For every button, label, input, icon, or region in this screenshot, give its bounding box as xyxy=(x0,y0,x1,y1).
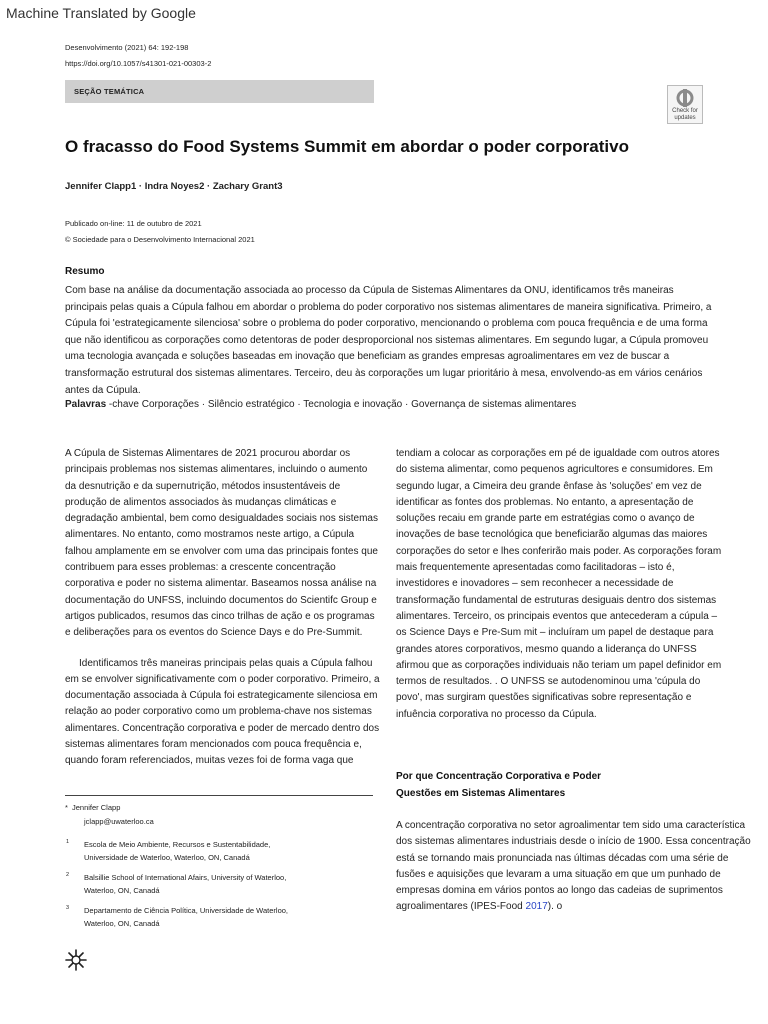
springer-logo-icon xyxy=(65,949,87,976)
translation-banner: Machine Translated by Google xyxy=(6,5,196,21)
body-left-column xyxy=(65,446,380,770)
footnote-1-line-2: Universidade de Waterloo, Waterloo, ON, Canadá xyxy=(84,853,250,862)
footnote-3-line-2: Waterloo, ON, Canadá xyxy=(84,919,160,928)
check-for-updates-badge[interactable] xyxy=(667,85,703,124)
corresponding-email[interactable]: jclapp@uwaterloo.ca xyxy=(84,817,154,826)
keywords-label: Palavras xyxy=(65,399,107,410)
check-updates-line-1: Check for xyxy=(672,108,698,114)
body-paragraph-3: tendiam a colocar as corporações em pé de igualdade com outros atores do sistema alimentar, como pequenos agricultores e consumidores. Em segundo lugar, a Cimeira deu grande ênfase às 'soluções' em vez de identificar as fontes dos problemas. No entanto, a apresentação de soluções recaiu em grande parte em estratégias como o avanço de inovações de base tecnológica que beneficiarão algumas das maiores corporações do setor e lhes conferirão mais poder. As corporações foram mais frequentemente apresentadas como facilitadoras – isto é, investidores e inovadores – sem reconhecer a necessidade de transformação fundamental de estruturas desiguais dentro dos sistemas alimentares. Terceiro, os principais eventos que antecederam a cúpula – os Science Days e Pre-Sum mit – incluíram um papel de destaque para grandes atores corporativos, mesmo quando a liderança do UNFSS afirmou que as corporações individuais não teriam um papel definidor em termos de resultados. . O UNFSS se autodenominou uma 'cúpula do povo', mas surgiram questões significativas sobre representação e infuência corporativa no processo da Cúpula. xyxy=(396,448,722,720)
footnote-1-line-1: Escola de Meio Ambiente, Recursos e Sustentabilidade, xyxy=(84,840,271,849)
section-banner xyxy=(65,80,374,103)
section-heading-line-2: Questões em Sistemas Alimentares xyxy=(396,788,566,799)
footnote-2-line-1: Balsillie School of International Afairs, University of Waterloo, xyxy=(84,873,287,882)
footnote-1 xyxy=(66,838,344,864)
check-updates-line-2: updates xyxy=(674,114,696,121)
footnote-2 xyxy=(66,871,344,897)
footnote-3 xyxy=(66,904,344,930)
citation-link-2017[interactable]: 2017 xyxy=(525,901,548,913)
body-paragraph-2: Identificamos três maneiras principais pelas quais a Cúpula falhou em se envolver significativamente com o poder corporativo. Primeiro, a documentação associada à Cúpula foi estrategicamente silenciosa em relação ao poder corporativo como um problema-chave nos sistemas alimentares. Concentração corporativa e poder de mercado dentro dos sistemas alimentares foram mencionados com pouca frequência e, quando foram referenciados, muitas vezes foi de forma vaga que xyxy=(65,657,380,767)
footnote-2-line-2: Waterloo, ON, Canadá xyxy=(84,886,160,895)
keywords-list: -chave Corporações · Silêncio estratégico · Tecnologia e inovação · Governança de sistemas alimentares xyxy=(106,399,577,410)
footnote-divider xyxy=(65,795,373,796)
check-updates-icon xyxy=(674,88,696,108)
body-paragraph-1: A Cúpula de Sistemas Alimentares de 2021 procurou abordar os principais problemas nos sistemas alimentares, incluindo o aumento da desnutrição e da supernutrição, métodos insustentáveis de produção de alimentos associados às mudanças climáticas e degradação ambiental, bem como desigualdades sociais nos sistemas alimentares. No entanto, como mostramos neste artigo, a Cúpula falhou amplamente em se envolver com uma das principais fontes que contribuem para esses problemas: a crescente concentração corporativa e poder no sistema alimentar. Baseamos nossa análise na documentação do UNFSS, incluindo documentos do Scientifc Group e artigos publicados, resumos das cinco trilhas de ação e os programas e deliberações para os eventos do Science Days e do Pre-Summit. xyxy=(65,448,378,639)
section-label: SEÇÃO TEMÁTICA xyxy=(74,87,145,96)
journal-citation: Desenvolvimento (2021) 64: 192-198 xyxy=(65,43,189,52)
footnote-1-number: 1 xyxy=(66,839,70,845)
section-paragraph-text: A concentração corporativa no setor agroalimentar tem sido uma característica dos sistemas alimentares industriais desde o início de 1900. Essa concentração está se tornando mais pronunciada nas últimas décadas com uma série de fusões e aquisições que levaram a uma situação em que um punhado de empresas domina em vários pontos ao longo das cadeias de suprimentos agroalimentares (IPES-Food xyxy=(396,820,751,913)
section-paragraph-tail: ). o xyxy=(547,901,563,913)
author-list: Jennifer Clapp1 · Indra Noyes2 · Zachary Grant3 xyxy=(65,181,283,192)
corresponding-author: Jennifer Clapp xyxy=(72,803,121,812)
doi-link[interactable]: https://doi.org/10.1057/s41301-021-00303-2 xyxy=(65,59,212,68)
abstract-text: Com base na análise da documentação associada ao processo da Cúpula de Sistemas Alimentares da ONU, identificamos três maneiras principais pelas quais a Cúpula falhou em abordar o problema do poder corporativo nos sistemas alimentares de maneira significativa. Primeiro, a Cúpula foi 'estrategicamente silenciosa' sobre o problema do poder corporativo, mencionando o problema com pouca frequência e de uma forma que não identificou as corporações como detentoras de poder desproporcional nos sistemas alimentares. Em segundo lugar, a Cúpula promoveu uma tecnologia avançada e soluções baseadas em inovação que beneficiam as grandes empresas agroalimentares em vez de buscar a transformação estrutural dos sistemas alimentares. Terceiro, deu às corporações um lugar prioritário à mesa, envolvendo-as em vários cenários antes da Cúpula. xyxy=(65,285,712,396)
body-right-column xyxy=(396,446,726,723)
footnote-3-line-1: Departamento de Ciência Política, Universidade de Waterloo, xyxy=(84,906,288,915)
keywords-line xyxy=(65,399,576,410)
article-title: O fracasso do Food Systems Summit em abordar o poder corporativo xyxy=(65,137,629,156)
published-date: Publicado on-line: 11 de outubro de 2021 xyxy=(65,219,202,228)
copyright-line: © Sociedade para o Desenvolvimento Internacional 2021 xyxy=(65,235,255,244)
section-heading xyxy=(396,768,726,802)
footnote-3-number: 3 xyxy=(66,905,70,911)
abstract-heading: Resumo xyxy=(65,266,105,277)
corresponding-mark: * xyxy=(65,803,68,812)
footnote-2-number: 2 xyxy=(66,872,70,878)
section-heading-line-1: Por que Concentração Corporativa e Poder xyxy=(396,771,602,782)
section-paragraph xyxy=(396,818,756,916)
